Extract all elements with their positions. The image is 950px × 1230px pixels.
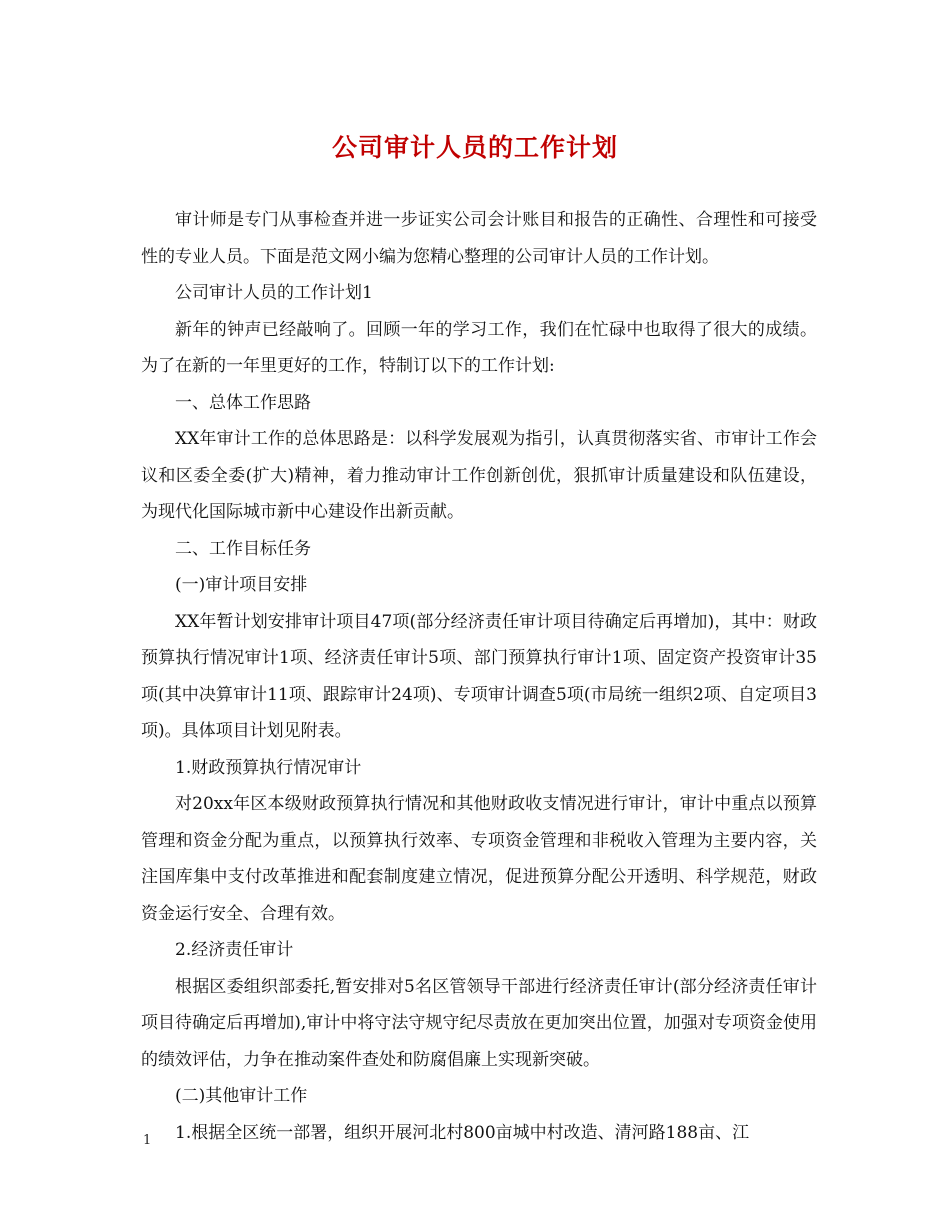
heading-budget-audit: 1.财政预算执行情况审计 [175, 757, 362, 778]
heading-goals-tasks: 二、工作目标任务 [175, 538, 311, 559]
heading-other-audit: (二)其他审计工作 [175, 1086, 308, 1106]
paragraph-economic-audit: 根据区委组织部委托,暂安排对5名区管领导干部进行经济责任审计(部分经济责任审计项目待确定后再增加),审计中将守法守规守纪尽责放在更加突出位置，加强对专项资金使用的绩效评估，力争在推动案件查处和防腐倡廉上实现新突破。 [141, 976, 817, 1070]
paragraph-intro: 审计师是专门从事检查并进一步证实公司会计账目和报告的正确性、合理性和可接受性的专业人员。下面是范文网小编为您精心整理的公司审计人员的工作计划。 [141, 210, 817, 267]
heading-overall-approach: 一、总体工作思路 [175, 392, 311, 413]
heading-economic-audit: 2.经济责任审计 [175, 940, 294, 960]
section-heading-plan-1: 公司审计人员的工作计划1 [175, 283, 373, 303]
page-number: 1 [143, 1133, 152, 1148]
heading-audit-projects: (一)审计项目安排 [175, 575, 308, 595]
paragraph-other-audit-1: 1.根据全区统一部署，组织开展河北村800亩城中村改造、清河路188亩、江 [175, 1122, 750, 1143]
paragraph-overall-approach: XX年审计工作的总体思路是：以科学发展观为指引，认真贯彻落实省、市审计工作会议和区委全委(扩大)精神，着力推动审计工作创新创优，狠抓审计质量建设和队伍建设，为现代化国际城市新中心建设作出新贡献。 [141, 429, 817, 522]
document-title: 公司审计人员的工作计划 [331, 133, 618, 162]
paragraph-audit-projects: XX年暂计划安排审计项目47项(部分经济责任审计项目待确定后再增加)，其中：财政预算执行情况审计1项、经济责任审计5项、部门预算执行审计1项、固定资产投资审计35项(其中决算审计11项、跟踪审计24项)、专项审计调查5项(市局统一组织2项、自定项目3项)。具体项目计划见附表。 [141, 611, 817, 741]
paragraph-new-year: 新年的钟声已经敲响了。回顾一年的学习工作，我们在忙碌中也取得了很大的成绩。为了在新的一年里更好的工作，特制订以下的工作计划: [141, 319, 817, 376]
document-body [141, 202, 817, 1151]
paragraph-budget-audit: 对20xx年区本级财政预算执行情况和其他财政收支情况进行审计，审计中重点以预算管理和资金分配为重点，以预算执行效率、专项资金管理和非税收入管理为主要内容，关注国库集中支付改革推进和配套制度建立情况，促进预算分配公开透明、科学规范，财政资金运行安全、合理有效。 [141, 794, 817, 924]
